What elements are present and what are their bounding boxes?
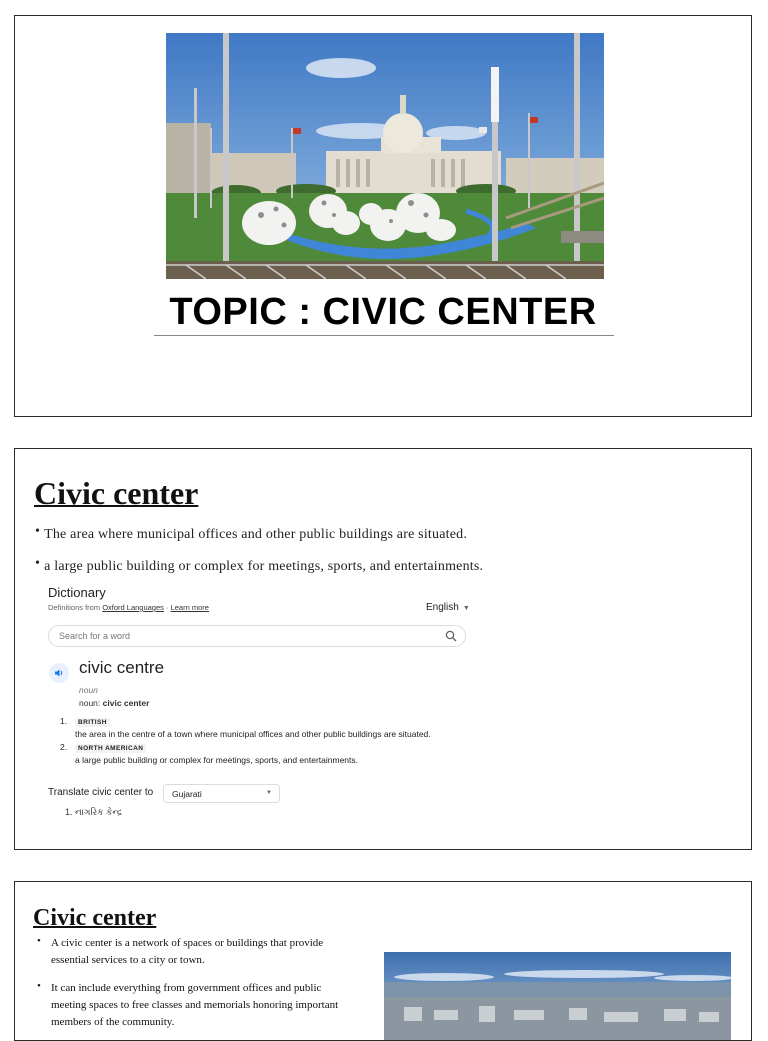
aerial-city-photo — [384, 952, 731, 1041]
source-prefix: Definitions from — [48, 603, 103, 612]
sense-definition: the area in the centre of a town where municipal offices and other public buildings are situated. — [75, 729, 431, 739]
source-separator: · — [163, 603, 171, 612]
language-dropdown[interactable] — [426, 602, 470, 613]
translate-language-value: Gujarati — [172, 789, 202, 799]
slide-title — [14, 15, 752, 417]
bullet-item — [35, 556, 484, 575]
slide-heading: Civic center — [33, 905, 157, 931]
pronunciation-speaker-button[interactable] — [49, 663, 69, 683]
chevron-down-icon: ▼ — [266, 790, 272, 796]
bullet-text: A civic center is a network of spaces or buildings that provide essential services to a city or town. — [51, 937, 324, 966]
learn-more-link[interactable]: Learn more — [170, 603, 209, 612]
chevron-down-icon: ▼ — [462, 605, 470, 612]
region-tag: BRITISH — [75, 718, 110, 727]
slide-definitions — [14, 448, 752, 850]
dictionary-source — [48, 603, 209, 612]
bullet-icon: • — [35, 556, 41, 571]
civic-center-plaza-photo — [166, 33, 604, 279]
slide-title-text: TOPIC : CIVIC CENTER — [169, 291, 597, 333]
bullet-text: a large public building or complex for meetings, sports, and entertainments. — [44, 559, 484, 574]
bullet-item — [37, 980, 357, 1031]
bullet-icon: • — [37, 935, 41, 947]
noun-variant: civic center — [102, 698, 150, 708]
sense-definition: a large public building or complex for meetings, sports, and entertainments. — [75, 755, 359, 765]
bullet-item — [35, 524, 468, 543]
slide-heading: Civic center — [34, 475, 199, 511]
sense-item — [60, 742, 358, 765]
noun-label: noun: — [79, 698, 103, 708]
sense-number: 2. — [60, 742, 68, 752]
bullet-text: It can include everything from government offices and public meeting spaces to free classes and memorials honoring important members of the community. — [51, 982, 339, 1028]
search-icon[interactable] — [445, 630, 457, 642]
headword: civic centre — [79, 658, 165, 677]
sense-item — [60, 716, 431, 739]
noun-variant-line — [79, 698, 149, 708]
word-search-input[interactable] — [48, 625, 466, 647]
bullet-icon: • — [35, 524, 41, 539]
oxford-languages-link[interactable]: Oxford Languages — [102, 603, 164, 612]
bullet-text: The area where municipal offices and other public buildings are situated. — [44, 527, 468, 542]
speaker-icon — [54, 668, 64, 678]
translation-result: 1. નાગરિક કેન્દ્ર — [65, 807, 123, 817]
translate-language-select[interactable] — [163, 784, 280, 803]
title-underline — [154, 335, 614, 336]
slide-civic-center-info — [14, 881, 752, 1041]
bullet-icon: • — [37, 980, 41, 992]
dictionary-panel — [48, 583, 478, 823]
sense-number: 1. — [60, 716, 68, 726]
dictionary-title: Dictionary — [48, 585, 106, 600]
part-of-speech: noun — [79, 685, 98, 695]
region-tag: NORTH AMERICAN — [75, 744, 146, 753]
language-value: English — [426, 602, 459, 613]
search-placeholder: Search for a word — [59, 631, 131, 641]
bullet-item — [37, 935, 357, 969]
translate-label: Translate civic center to — [48, 787, 154, 798]
